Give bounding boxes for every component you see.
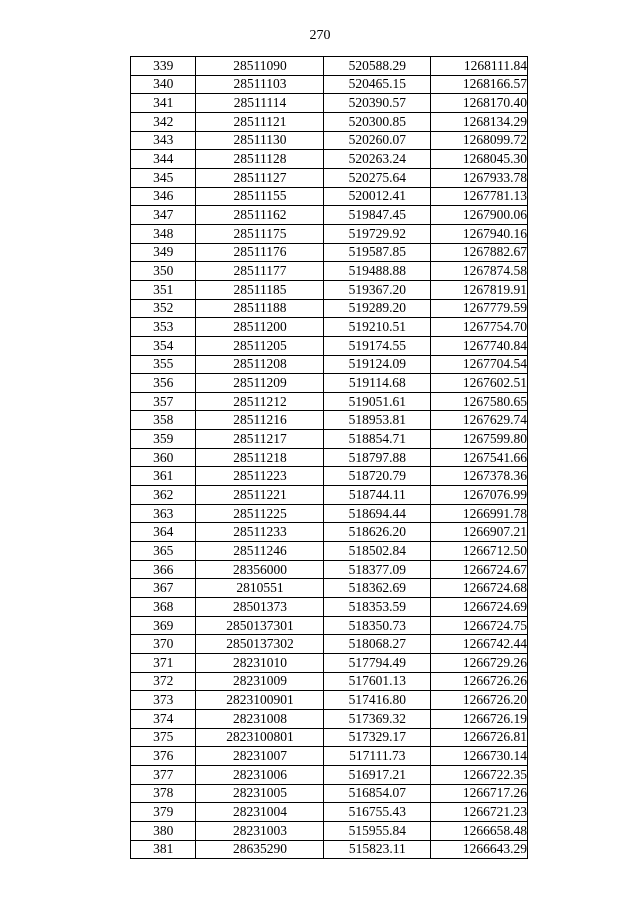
table-row — [131, 392, 528, 411]
y-coordinate-cell: 1267602.51 — [431, 374, 528, 393]
row-number-cell: 343 — [131, 131, 196, 150]
table-row — [131, 430, 528, 449]
point-id-cell: 2823100901 — [196, 691, 324, 710]
row-number-cell: 372 — [131, 672, 196, 691]
y-coordinate-cell: 1266726.20 — [431, 691, 528, 710]
point-id-cell: 28511090 — [196, 57, 324, 76]
x-coordinate-cell: 520300.85 — [324, 112, 431, 131]
point-id-cell: 28231004 — [196, 803, 324, 822]
row-number-cell: 350 — [131, 262, 196, 281]
y-coordinate-cell: 1267076.99 — [431, 486, 528, 505]
point-id-cell: 28511208 — [196, 355, 324, 374]
y-coordinate-cell: 1266742.44 — [431, 635, 528, 654]
x-coordinate-cell: 517601.13 — [324, 672, 431, 691]
row-number-cell: 381 — [131, 840, 196, 859]
point-id-cell: 28511233 — [196, 523, 324, 542]
table-row — [131, 448, 528, 467]
x-coordinate-cell: 520260.07 — [324, 131, 431, 150]
row-number-cell: 345 — [131, 168, 196, 187]
x-coordinate-cell: 518350.73 — [324, 616, 431, 635]
x-coordinate-cell: 519124.09 — [324, 355, 431, 374]
y-coordinate-cell: 1268045.30 — [431, 150, 528, 169]
x-coordinate-cell: 517369.32 — [324, 709, 431, 728]
row-number-cell: 344 — [131, 150, 196, 169]
table-row — [131, 467, 528, 486]
x-coordinate-cell: 519051.61 — [324, 392, 431, 411]
table-row — [131, 654, 528, 673]
row-number-cell: 376 — [131, 747, 196, 766]
y-coordinate-cell: 1266658.48 — [431, 821, 528, 840]
row-number-cell: 364 — [131, 523, 196, 542]
table-row — [131, 579, 528, 598]
table-row — [131, 747, 528, 766]
point-id-cell: 28511127 — [196, 168, 324, 187]
row-number-cell: 355 — [131, 355, 196, 374]
point-id-cell: 28511200 — [196, 318, 324, 337]
y-coordinate-cell: 1266730.14 — [431, 747, 528, 766]
point-id-cell: 28511155 — [196, 187, 324, 206]
row-number-cell: 362 — [131, 486, 196, 505]
y-coordinate-cell: 1267378.36 — [431, 467, 528, 486]
y-coordinate-cell: 1267900.06 — [431, 206, 528, 225]
row-number-cell: 373 — [131, 691, 196, 710]
x-coordinate-cell: 517329.17 — [324, 728, 431, 747]
table-row — [131, 262, 528, 281]
x-coordinate-cell: 519289.20 — [324, 299, 431, 318]
table-row — [131, 131, 528, 150]
row-number-cell: 360 — [131, 448, 196, 467]
table-row — [131, 75, 528, 94]
row-number-cell: 367 — [131, 579, 196, 598]
table-row — [131, 318, 528, 337]
row-number-cell: 369 — [131, 616, 196, 635]
row-number-cell: 357 — [131, 392, 196, 411]
y-coordinate-cell: 1267882.67 — [431, 243, 528, 262]
table-row — [131, 598, 528, 617]
table-row — [131, 243, 528, 262]
table-row — [131, 728, 528, 747]
point-id-cell: 28635290 — [196, 840, 324, 859]
row-number-cell: 379 — [131, 803, 196, 822]
y-coordinate-cell: 1268099.72 — [431, 131, 528, 150]
y-coordinate-cell: 1267781.13 — [431, 187, 528, 206]
row-number-cell: 374 — [131, 709, 196, 728]
x-coordinate-cell: 520390.57 — [324, 94, 431, 113]
x-coordinate-cell: 516917.21 — [324, 765, 431, 784]
x-coordinate-cell: 518854.71 — [324, 430, 431, 449]
point-id-cell: 28231005 — [196, 784, 324, 803]
y-coordinate-cell: 1268111.84 — [431, 57, 528, 76]
point-id-cell: 2850137302 — [196, 635, 324, 654]
table-row — [131, 57, 528, 76]
row-number-cell: 358 — [131, 411, 196, 430]
table-row — [131, 411, 528, 430]
point-id-cell: 2823100801 — [196, 728, 324, 747]
y-coordinate-cell: 1266717.26 — [431, 784, 528, 803]
table-row — [131, 168, 528, 187]
y-coordinate-cell: 1266724.75 — [431, 616, 528, 635]
table-row — [131, 112, 528, 131]
point-id-cell: 28511212 — [196, 392, 324, 411]
x-coordinate-cell: 518502.84 — [324, 542, 431, 561]
row-number-cell: 353 — [131, 318, 196, 337]
table-row — [131, 691, 528, 710]
point-id-cell: 28511175 — [196, 224, 324, 243]
table-row — [131, 504, 528, 523]
x-coordinate-cell: 520588.29 — [324, 57, 431, 76]
x-coordinate-cell: 520465.15 — [324, 75, 431, 94]
y-coordinate-cell: 1267541.66 — [431, 448, 528, 467]
point-id-cell: 2810551 — [196, 579, 324, 598]
x-coordinate-cell: 517794.49 — [324, 654, 431, 673]
x-coordinate-cell: 519210.51 — [324, 318, 431, 337]
row-number-cell: 341 — [131, 94, 196, 113]
point-id-cell: 28511130 — [196, 131, 324, 150]
x-coordinate-cell: 519729.92 — [324, 224, 431, 243]
table-row — [131, 709, 528, 728]
row-number-cell: 375 — [131, 728, 196, 747]
table-row — [131, 635, 528, 654]
x-coordinate-cell: 518377.09 — [324, 560, 431, 579]
y-coordinate-cell: 1266726.19 — [431, 709, 528, 728]
table-row — [131, 224, 528, 243]
x-coordinate-cell: 517111.73 — [324, 747, 431, 766]
row-number-cell: 368 — [131, 598, 196, 617]
point-id-cell: 28511188 — [196, 299, 324, 318]
point-id-cell: 28511176 — [196, 243, 324, 262]
point-id-cell: 28231010 — [196, 654, 324, 673]
x-coordinate-cell: 518953.81 — [324, 411, 431, 430]
row-number-cell: 371 — [131, 654, 196, 673]
x-coordinate-cell: 516854.07 — [324, 784, 431, 803]
row-number-cell: 365 — [131, 542, 196, 561]
y-coordinate-cell: 1267933.78 — [431, 168, 528, 187]
y-coordinate-cell: 1266726.26 — [431, 672, 528, 691]
x-coordinate-cell: 518626.20 — [324, 523, 431, 542]
row-number-cell: 370 — [131, 635, 196, 654]
table-row — [131, 542, 528, 561]
x-coordinate-cell: 519488.88 — [324, 262, 431, 281]
y-coordinate-cell: 1266643.29 — [431, 840, 528, 859]
point-id-cell: 28511162 — [196, 206, 324, 225]
point-id-cell: 28511114 — [196, 94, 324, 113]
x-coordinate-cell: 519114.68 — [324, 374, 431, 393]
point-id-cell: 28511246 — [196, 542, 324, 561]
x-coordinate-cell: 515823.11 — [324, 840, 431, 859]
table-row — [131, 486, 528, 505]
point-id-cell: 28231003 — [196, 821, 324, 840]
x-coordinate-cell: 519174.55 — [324, 336, 431, 355]
y-coordinate-cell: 1266724.69 — [431, 598, 528, 617]
x-coordinate-cell: 519847.45 — [324, 206, 431, 225]
x-coordinate-cell: 518362.69 — [324, 579, 431, 598]
y-coordinate-cell: 1266724.68 — [431, 579, 528, 598]
row-number-cell: 359 — [131, 430, 196, 449]
point-id-cell: 28356000 — [196, 560, 324, 579]
y-coordinate-cell: 1266721.23 — [431, 803, 528, 822]
y-coordinate-cell: 1266722.35 — [431, 765, 528, 784]
point-id-cell: 28511121 — [196, 112, 324, 131]
y-coordinate-cell: 1267819.91 — [431, 280, 528, 299]
y-coordinate-cell: 1267754.70 — [431, 318, 528, 337]
y-coordinate-cell: 1267779.59 — [431, 299, 528, 318]
table-row — [131, 336, 528, 355]
row-number-cell: 366 — [131, 560, 196, 579]
y-coordinate-cell: 1267740.84 — [431, 336, 528, 355]
point-id-cell: 28231008 — [196, 709, 324, 728]
table-row — [131, 299, 528, 318]
y-coordinate-cell: 1267629.74 — [431, 411, 528, 430]
row-number-cell: 352 — [131, 299, 196, 318]
y-coordinate-cell: 1266724.67 — [431, 560, 528, 579]
table-row — [131, 616, 528, 635]
y-coordinate-cell: 1266729.26 — [431, 654, 528, 673]
row-number-cell: 363 — [131, 504, 196, 523]
point-id-cell: 28511216 — [196, 411, 324, 430]
row-number-cell: 377 — [131, 765, 196, 784]
table-row — [131, 560, 528, 579]
row-number-cell: 348 — [131, 224, 196, 243]
x-coordinate-cell: 515955.84 — [324, 821, 431, 840]
row-number-cell: 378 — [131, 784, 196, 803]
x-coordinate-cell: 516755.43 — [324, 803, 431, 822]
coordinates-table-body — [131, 57, 528, 859]
x-coordinate-cell: 518744.11 — [324, 486, 431, 505]
row-number-cell: 356 — [131, 374, 196, 393]
y-coordinate-cell: 1268166.57 — [431, 75, 528, 94]
table-row — [131, 355, 528, 374]
page-number: 270 — [309, 28, 331, 43]
point-id-cell: 28511128 — [196, 150, 324, 169]
table-row — [131, 523, 528, 542]
point-id-cell: 28511205 — [196, 336, 324, 355]
y-coordinate-cell: 1267704.54 — [431, 355, 528, 374]
row-number-cell: 349 — [131, 243, 196, 262]
x-coordinate-cell: 518694.44 — [324, 504, 431, 523]
x-coordinate-cell: 520275.64 — [324, 168, 431, 187]
table-row — [131, 150, 528, 169]
y-coordinate-cell: 1266907.21 — [431, 523, 528, 542]
x-coordinate-cell: 518720.79 — [324, 467, 431, 486]
point-id-cell: 28231007 — [196, 747, 324, 766]
row-number-cell: 351 — [131, 280, 196, 299]
table-row — [131, 280, 528, 299]
x-coordinate-cell: 519587.85 — [324, 243, 431, 262]
table-row — [131, 94, 528, 113]
point-id-cell: 28511185 — [196, 280, 324, 299]
row-number-cell: 380 — [131, 821, 196, 840]
point-id-cell: 28511218 — [196, 448, 324, 467]
row-number-cell: 342 — [131, 112, 196, 131]
point-id-cell: 28231006 — [196, 765, 324, 784]
table-row — [131, 803, 528, 822]
x-coordinate-cell: 517416.80 — [324, 691, 431, 710]
y-coordinate-cell: 1267940.16 — [431, 224, 528, 243]
y-coordinate-cell: 1267599.80 — [431, 430, 528, 449]
row-number-cell: 354 — [131, 336, 196, 355]
point-id-cell: 28511225 — [196, 504, 324, 523]
point-id-cell: 28511217 — [196, 430, 324, 449]
row-number-cell: 347 — [131, 206, 196, 225]
table-row — [131, 840, 528, 859]
row-number-cell: 340 — [131, 75, 196, 94]
table-row — [131, 672, 528, 691]
row-number-cell: 361 — [131, 467, 196, 486]
table-row — [131, 187, 528, 206]
point-id-cell: 28511223 — [196, 467, 324, 486]
point-id-cell: 28511221 — [196, 486, 324, 505]
x-coordinate-cell: 518797.88 — [324, 448, 431, 467]
x-coordinate-cell: 520263.24 — [324, 150, 431, 169]
x-coordinate-cell: 519367.20 — [324, 280, 431, 299]
point-id-cell: 28511177 — [196, 262, 324, 281]
table-row — [131, 765, 528, 784]
point-id-cell: 28501373 — [196, 598, 324, 617]
point-id-cell: 28231009 — [196, 672, 324, 691]
row-number-cell: 339 — [131, 57, 196, 76]
table-row — [131, 206, 528, 225]
y-coordinate-cell: 1268134.29 — [431, 112, 528, 131]
table-row — [131, 821, 528, 840]
y-coordinate-cell: 1267580.65 — [431, 392, 528, 411]
row-number-cell: 346 — [131, 187, 196, 206]
coordinates-table — [130, 56, 528, 859]
x-coordinate-cell: 518068.27 — [324, 635, 431, 654]
x-coordinate-cell: 520012.41 — [324, 187, 431, 206]
y-coordinate-cell: 1266991.78 — [431, 504, 528, 523]
table-row — [131, 374, 528, 393]
x-coordinate-cell: 518353.59 — [324, 598, 431, 617]
point-id-cell: 28511103 — [196, 75, 324, 94]
y-coordinate-cell: 1266726.81 — [431, 728, 528, 747]
y-coordinate-cell: 1267874.58 — [431, 262, 528, 281]
y-coordinate-cell: 1266712.50 — [431, 542, 528, 561]
y-coordinate-cell: 1268170.40 — [431, 94, 528, 113]
point-id-cell: 2850137301 — [196, 616, 324, 635]
point-id-cell: 28511209 — [196, 374, 324, 393]
table-row — [131, 784, 528, 803]
